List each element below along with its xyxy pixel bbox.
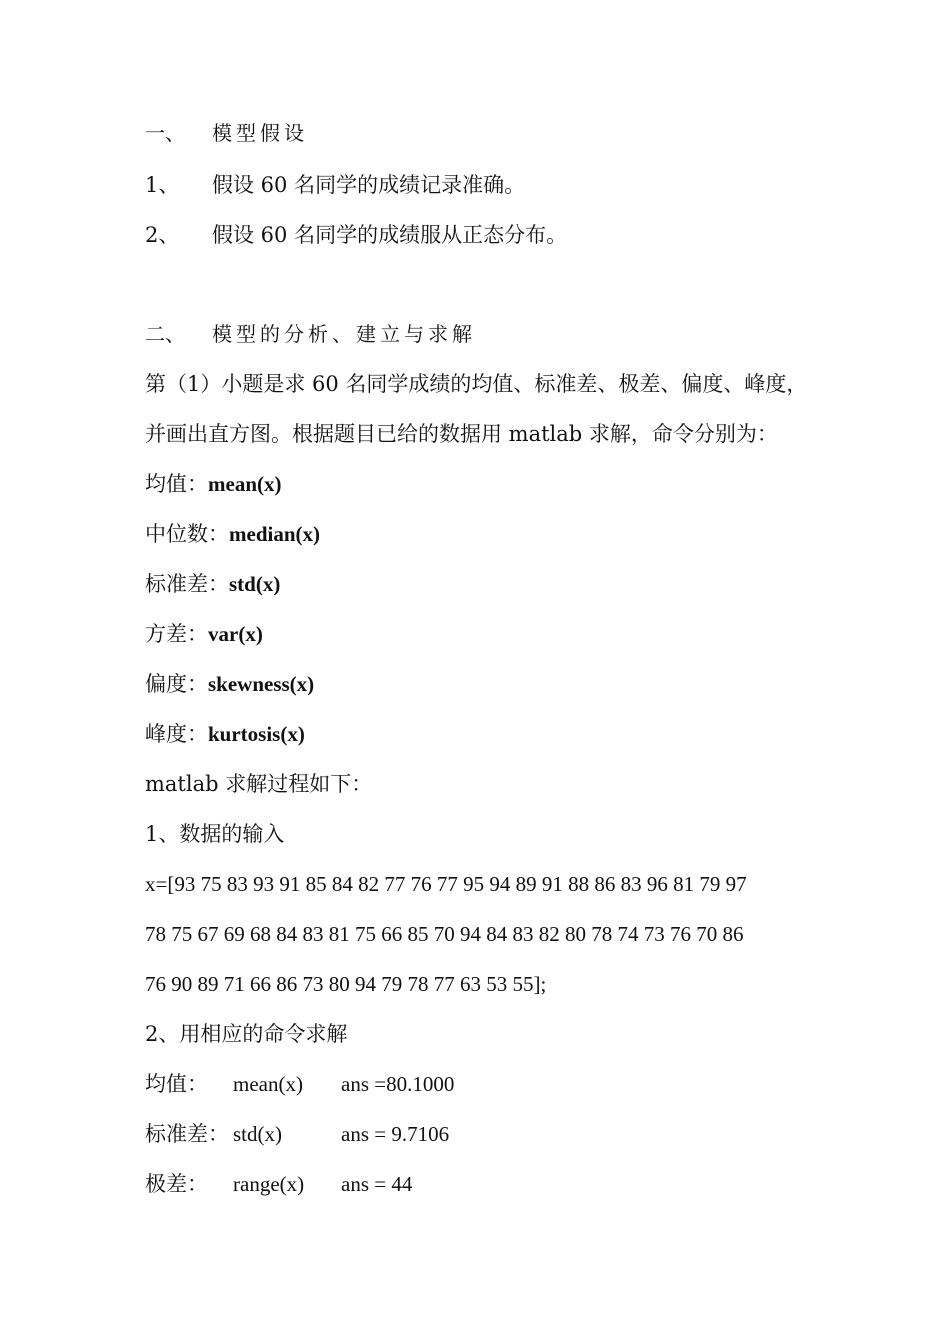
command-code: skewness(x) [208,672,315,696]
intro-paragraph-line: 并画出直方图。根据题目已给的数据用 matlab 求解，命令分别为： [145,422,778,446]
command-code: var(x) [208,622,263,646]
data-line: x=[93 75 83 93 91 85 84 82 77 76 77 95 94 89 91 88 86 83 96 81 79 97 [145,872,747,896]
item-number: 2、 [145,223,180,247]
result-label: 极差： [145,1172,208,1196]
command-code: mean(x) [208,472,282,496]
process-intro: matlab 求解过程如下： [145,772,373,796]
result-label: 标准差： [145,1122,229,1146]
command-label: 中位数： [145,522,229,546]
section-2-heading [145,324,476,344]
command-line-std [145,574,280,595]
section-title: 模型的分析、建立与求解 [212,322,476,346]
section-number: 一、 [145,121,185,145]
result-answer: ans = 44 [341,1172,413,1196]
command-line-skewness [145,674,314,695]
result-line-std [145,1124,449,1145]
command-label: 标准差： [145,572,229,596]
command-code: kurtosis(x) [208,722,305,746]
result-answer: ans = 9.7106 [341,1122,450,1146]
assumption-item [145,175,525,196]
command-line-kurtosis [145,724,305,745]
section-title: 模型假设 [212,121,308,145]
step-2-heading: 2、用相应的命令求解 [145,1022,348,1046]
result-command: std(x) [233,1122,282,1146]
section-number: 二、 [145,322,185,346]
command-code: median(x) [229,522,320,546]
command-label: 均值： [145,472,208,496]
result-answer: ans =80.1000 [341,1072,455,1096]
result-command: range(x) [233,1172,305,1196]
command-label: 偏度： [145,672,208,696]
command-line-mean [145,474,281,495]
section-1-heading [145,123,308,143]
item-text: 假设 60 名同学的成绩记录准确。 [212,173,526,197]
command-code: std(x) [229,572,281,596]
item-text: 假设 60 名同学的成绩服从正态分布。 [212,223,568,247]
result-line-range [145,1174,412,1195]
data-line: 76 90 89 71 66 86 73 80 94 79 78 77 63 53 55]; [145,972,547,996]
result-label: 均值： [145,1072,208,1096]
command-label: 方差： [145,622,208,646]
data-line: 78 75 67 69 68 84 83 81 75 66 85 70 94 84 83 82 80 78 74 73 76 70 86 [145,922,744,946]
command-line-median [145,524,320,545]
intro-paragraph-line: 第（1）小题是求 60 名同学成绩的均值、标准差、极差、偏度、峰度， [145,372,808,396]
command-label: 峰度： [145,722,208,746]
item-number: 1、 [145,173,180,197]
result-command: mean(x) [233,1072,303,1096]
result-line-mean [145,1074,454,1095]
assumption-item [145,225,567,246]
command-line-var [145,624,263,645]
step-1-heading: 1、数据的输入 [145,822,285,846]
